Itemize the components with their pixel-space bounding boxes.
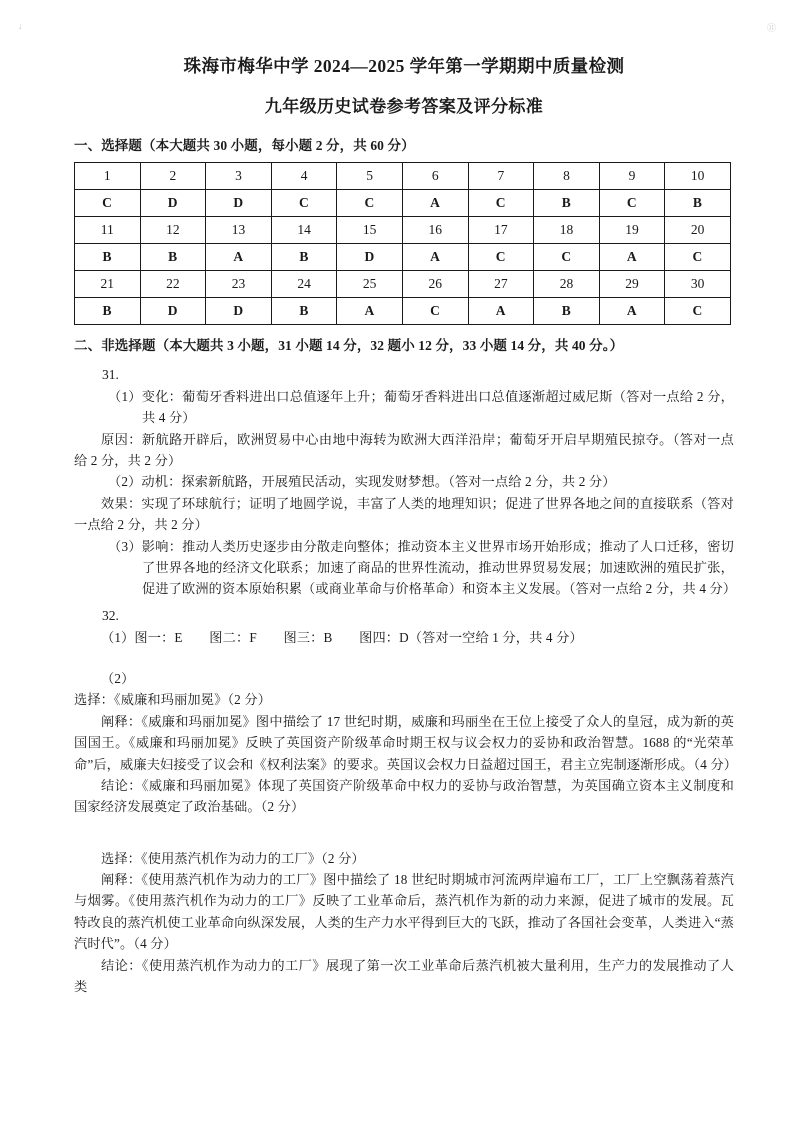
question-number-cell: 2 (140, 162, 206, 189)
question-number-cell: 11 (75, 216, 141, 243)
corner-mark-right: ⑪ (766, 23, 776, 33)
table-row (75, 162, 731, 189)
answer-cell: C (665, 297, 731, 324)
question-number-cell: 22 (140, 270, 206, 297)
answer-cell: A (402, 189, 468, 216)
question-number-cell: 30 (665, 270, 731, 297)
question-number-cell: 4 (271, 162, 337, 189)
q31-part1-reason: 原因：新航路开辟后，欧洲贸易中心由地中海转为欧洲大西洋沿岸；葡萄牙开启早期殖民掠夺。（答对一点给 2 分，共 2 分） (74, 431, 734, 469)
question-number-cell: 28 (534, 270, 600, 297)
answer-cell: D (140, 189, 206, 216)
question-number-cell: 12 (140, 216, 206, 243)
question-number-cell: 3 (206, 162, 272, 189)
question-number-cell: 10 (665, 162, 731, 189)
question-number-cell: 7 (468, 162, 534, 189)
question-number-cell: 27 (468, 270, 534, 297)
answer-cell: C (468, 243, 534, 270)
section-heading-multiple-choice: 一、选择题（本大题共 30 小题，每小题 2 分，共 60 分） (74, 137, 415, 153)
question-number-cell: 24 (271, 270, 337, 297)
q32-conclusion-one: 结论：《威廉和玛丽加冕》体现了英国资产阶级革命中权力的妥协与政治智慧，为英国确立资本主义制度和国家经济发展奠定了政治基础。（2 分） (74, 777, 734, 815)
answer-cell: C (402, 297, 468, 324)
q31-part3-impact: （3）影响：推动人类历史逐步由分散走向整体；推动资本主义世界市场开始形成；推动了人口迁移，密切了世界各地的经济文化联系；加速了商品的世界性流动，推动世界贸易发展；加速欧洲的殖民扩张，促进了欧洲的资本原始积累（或商业革命与价格革命）和资本主义发展。（答对一点给 2 分，共 4 分） (108, 538, 737, 597)
question-number-cell: 16 (402, 216, 468, 243)
question-number-32: 32. (102, 607, 119, 623)
answer-key-body (75, 162, 731, 324)
question-number-cell: 21 (75, 270, 141, 297)
q32-part2-label: （2） (101, 671, 135, 687)
q31-part1-change: （1）变化：葡萄牙香料进出口总值逐年上升；葡萄牙香料进出口总值逐渐超过威尼斯（答对一点给 2 分，共 4 分） (108, 388, 734, 426)
document-content (74, 0, 738, 997)
answer-cell: A (337, 297, 403, 324)
page-subtitle: 九年级历史试卷参考答案及评分标准 (264, 96, 544, 116)
page-title: 珠海市梅华中学 2024—2025 学年第一学期期中质量检测 (183, 56, 625, 76)
q32-conclusion-two: 结论：《使用蒸汽机作为动力的工厂》展现了第一次工业革命后蒸汽机被大量利用，生产力的发展推动了人类 (74, 957, 734, 994)
section-heading-free-response: 二、非选择题（本大题共 3 小题，31 小题 14 分，32 题小 12 分，33 小题 14 分，共 40 分。） (74, 337, 624, 353)
answer-cell: C (468, 189, 534, 216)
answer-cell: C (665, 243, 731, 270)
q31-part2-motive: （2）动机：探索新航路，开展殖民活动，实现发财梦想。（答对一点给 2 分，共 2 分） (108, 474, 616, 490)
answer-cell: A (599, 297, 665, 324)
question-number-cell: 14 (271, 216, 337, 243)
question-number-cell: 18 (534, 216, 600, 243)
answer-cell: B (271, 243, 337, 270)
answer-cell: B (75, 297, 141, 324)
table-row (75, 243, 731, 270)
answer-cell: D (140, 297, 206, 324)
question-number-cell: 5 (337, 162, 403, 189)
question-number-31: 31. (102, 367, 119, 383)
answer-cell: C (534, 243, 600, 270)
answer-cell: B (534, 297, 600, 324)
question-number-cell: 29 (599, 270, 665, 297)
answer-key-table (74, 162, 731, 325)
answer-cell: A (206, 243, 272, 270)
paragraph-spacer (74, 648, 734, 668)
question-number-cell: 15 (337, 216, 403, 243)
question-number-cell: 13 (206, 216, 272, 243)
table-row (75, 297, 731, 324)
answer-cell: D (206, 189, 272, 216)
question-number-cell: 19 (599, 216, 665, 243)
q32-explanation-two: 阐释：《使用蒸汽机作为动力的工厂》图中描绘了 18 世纪时期城市河流两岸遍布工厂，工厂上空飘荡着蒸汽与烟雾。《使用蒸汽机作为动力的工厂》反映了工业革命后，蒸汽机作为新的动力来源，促进了城市的发展。瓦特改良的蒸汽机使工业革命向纵深发展，人类的生产力水平得到巨大的飞跃，推动了各国社会变革，人类进入“蒸汽时代”。（4 分） (74, 872, 734, 952)
answer-cell: C (599, 189, 665, 216)
corner-mark-left: ↓ (18, 21, 23, 31)
answer-cell: B (665, 189, 731, 216)
q32-choice-one: 选择：《威廉和玛丽加冕》（2 分） (74, 692, 272, 708)
question-number-cell: 8 (534, 162, 600, 189)
answer-cell: C (75, 189, 141, 216)
q32-part1-matching: （1）图一：E 图二：F 图三：B 图四：D（答对一空给 1 分，共 4 分） (101, 629, 583, 645)
answer-cell: A (402, 243, 468, 270)
question-number-cell: 20 (665, 216, 731, 243)
question-number-cell: 25 (337, 270, 403, 297)
q32-choice-two: 选择：《使用蒸汽机作为动力的工厂》（2 分） (101, 850, 365, 866)
answer-cell: D (337, 243, 403, 270)
answer-cell: A (468, 297, 534, 324)
answer-cell: C (271, 189, 337, 216)
answer-cell: B (271, 297, 337, 324)
question-number-cell: 23 (206, 270, 272, 297)
paragraph-spacer (74, 818, 734, 848)
answer-cell: B (140, 243, 206, 270)
table-row (75, 270, 731, 297)
q32-explanation-one: 阐释：《威廉和玛丽加冕》图中描绘了 17 世纪时期，威廉和玛丽坐在王位上接受了众人的皇冠，成为新的英国国王。《威廉和玛丽加冕》反映了英国资产阶级革命时期王权与议会权力的妥协和政治智慧。1688 的“光荣革命”后，威廉夫妇接受了议会和《权利法案》的要求。英国议会权力日益超过国王，君主立宪制逐渐形成。（4 分） (74, 713, 738, 772)
table-row (75, 216, 731, 243)
question-number-cell: 6 (402, 162, 468, 189)
q31-part2-effect: 效果：实现了环球航行；证明了地圆学说，丰富了人类的地理知识；促进了世界各地之间的直接联系（答对一点给 2 分，共 2 分） (74, 495, 734, 533)
question-number-cell: 17 (468, 216, 534, 243)
answer-cell: D (206, 297, 272, 324)
answer-cell: C (337, 189, 403, 216)
question-number-cell: 1 (75, 162, 141, 189)
question-number-cell: 9 (599, 162, 665, 189)
answer-cell: B (75, 243, 141, 270)
answer-cell: A (599, 243, 665, 270)
table-row (75, 189, 731, 216)
question-number-cell: 26 (402, 270, 468, 297)
answer-cell: B (534, 189, 600, 216)
